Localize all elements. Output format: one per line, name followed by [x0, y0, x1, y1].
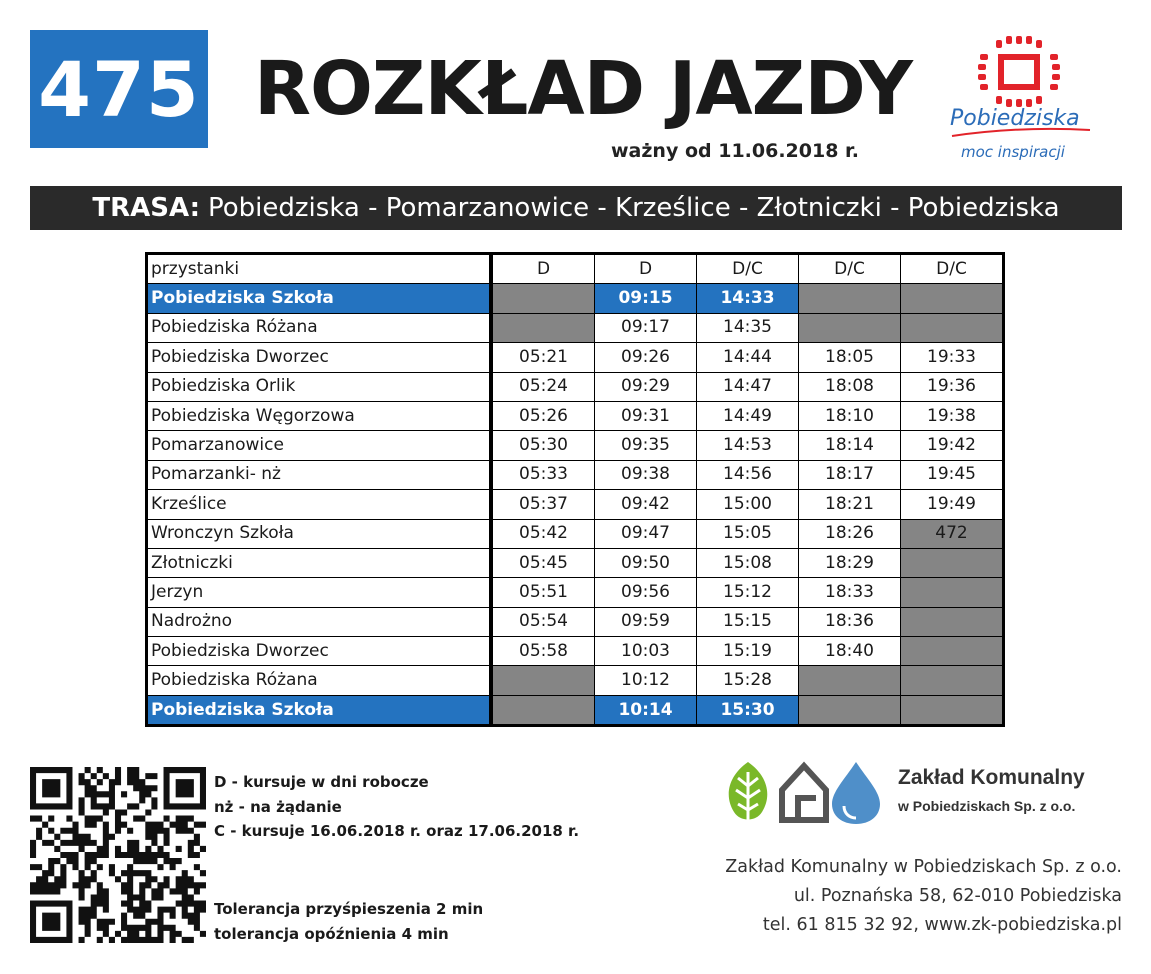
table-row: [147, 372, 1004, 401]
departure-time: 09:29: [595, 372, 697, 401]
departure-time: 05:54: [491, 607, 595, 636]
departure-time: 15:19: [697, 637, 799, 666]
departure-time: 09:47: [595, 519, 697, 548]
departure-time: 05:37: [491, 490, 595, 519]
departure-time: 18:21: [799, 490, 901, 519]
departure-time: 09:31: [595, 401, 697, 430]
departure-time: 14:44: [697, 343, 799, 372]
departure-time: 15:05: [697, 519, 799, 548]
departure-time: 14:35: [697, 313, 799, 342]
line-number-badge: [30, 30, 208, 148]
header-day-type: D/C: [799, 254, 901, 284]
departure-time: 19:36: [901, 372, 1004, 401]
no-service-cell: [491, 313, 595, 342]
table-row: [147, 578, 1004, 607]
no-service-cell: [491, 695, 595, 725]
departure-time: 05:45: [491, 548, 595, 577]
departure-time: 19:49: [901, 490, 1004, 519]
timetable: [145, 252, 1005, 727]
stop-name: Pomarzanowice: [147, 431, 492, 460]
address-line: ul. Poznańska 58, 62-010 Pobiedziska: [793, 886, 1122, 906]
legend-line: nż - na żądanie: [214, 797, 342, 816]
departure-time: 14:33: [697, 284, 799, 313]
departure-time: 18:36: [799, 607, 901, 636]
stop-name: Wronczyn Szkoła: [147, 519, 492, 548]
stop-name: Krześlice: [147, 490, 492, 519]
no-service-cell: [901, 313, 1004, 342]
header-day-type: D: [491, 254, 595, 284]
no-service-cell: [799, 666, 901, 695]
departure-time: 09:59: [595, 607, 697, 636]
departure-time: 18:26: [799, 519, 901, 548]
stop-name: Jerzyn: [147, 578, 492, 607]
stop-name: Pobiedziska Różana: [147, 313, 492, 342]
leaf-icon: [729, 762, 768, 820]
address-line: Zakład Komunalny w Pobiedziskach Sp. z o.o.: [725, 857, 1122, 877]
no-service-cell: [901, 284, 1004, 313]
departure-time: 10:14: [595, 695, 697, 725]
page-title: ROZKŁAD JAZDY: [254, 46, 912, 132]
departure-time: 09:15: [595, 284, 697, 313]
departure-time: 18:17: [799, 460, 901, 489]
departure-time: 18:08: [799, 372, 901, 401]
company-icons: [722, 760, 882, 824]
stop-name: Pobiedziska Szkoła: [147, 284, 492, 313]
table-row: [147, 548, 1004, 577]
timetable-header-row: [147, 254, 1004, 284]
route-text: Pobiedziska - Pomarzanowice - Krześlice - Złotniczki - Pobiedziska: [208, 193, 1060, 223]
table-row: [147, 637, 1004, 666]
qr-code[interactable]: [30, 767, 206, 943]
no-service-cell: [901, 607, 1004, 636]
departure-time: 09:17: [595, 313, 697, 342]
departure-time: 09:50: [595, 548, 697, 577]
no-service-cell: [491, 284, 595, 313]
header-day-type: D/C: [697, 254, 799, 284]
departure-time: 05:58: [491, 637, 595, 666]
address-line: tel. 61 815 32 92, www.zk-pobiedziska.pl: [762, 915, 1122, 935]
departure-time: 09:42: [595, 490, 697, 519]
no-service-cell: [799, 313, 901, 342]
departure-time: 09:38: [595, 460, 697, 489]
logo-sun-icon: [978, 36, 1060, 107]
tolerance-line: Tolerancja przyśpieszenia 2 min: [214, 900, 484, 918]
departure-time: 05:42: [491, 519, 595, 548]
departure-time: 10:03: [595, 637, 697, 666]
legend-line: D - kursuje w dni robocze: [214, 773, 429, 791]
water-drop-icon: [832, 762, 880, 824]
table-row: [147, 519, 1004, 548]
header-stops: przystanki: [147, 254, 492, 284]
departure-time: 09:56: [595, 578, 697, 607]
departure-time: 18:40: [799, 637, 901, 666]
valid-from-date: ważny od 11.06.2018 r.: [611, 140, 859, 162]
stop-name: Pobiedziska Szkoła: [147, 695, 492, 725]
departure-time: 14:56: [697, 460, 799, 489]
departure-time: 14:53: [697, 431, 799, 460]
stop-name: Nadrożno: [147, 607, 492, 636]
logo-name: Pobiedziska: [950, 106, 1080, 131]
departure-time: 15:30: [697, 695, 799, 725]
table-row: [147, 666, 1004, 695]
departure-time: 14:49: [697, 401, 799, 430]
route-bar: [30, 186, 1122, 230]
table-row: [147, 460, 1004, 489]
departure-time: 15:15: [697, 607, 799, 636]
departure-time: 18:05: [799, 343, 901, 372]
departure-time: 05:26: [491, 401, 595, 430]
no-service-cell: [799, 695, 901, 725]
table-row: [147, 343, 1004, 372]
no-service-cell: [901, 548, 1004, 577]
departure-time: 15:12: [697, 578, 799, 607]
departure-time: 05:33: [491, 460, 595, 489]
header-day-type: D: [595, 254, 697, 284]
departure-time: 18:29: [799, 548, 901, 577]
table-row: [147, 401, 1004, 430]
legend: [214, 770, 579, 844]
no-service-cell: [901, 666, 1004, 695]
stop-name: Pomarzanki- nż: [147, 460, 492, 489]
logo-tagline: moc inspiracji: [961, 143, 1065, 161]
no-service-cell: [901, 637, 1004, 666]
departure-time: 05:51: [491, 578, 595, 607]
table-row: [147, 695, 1004, 725]
route-label: TRASA:: [92, 193, 201, 223]
line-number: 475: [38, 44, 200, 134]
no-service-cell: [901, 695, 1004, 725]
connection-note: 472: [901, 519, 1004, 548]
departure-time: 19:38: [901, 401, 1004, 430]
departure-time: 18:10: [799, 401, 901, 430]
table-row: [147, 313, 1004, 342]
company-subname: w Pobiedziskach Sp. z o.o.: [898, 798, 1076, 814]
departure-time: 05:24: [491, 372, 595, 401]
departure-time: 09:26: [595, 343, 697, 372]
company-name: Zakład Komunalny: [898, 766, 1085, 789]
legend-line: C - kursuje 16.06.2018 r. oraz 17.06.2018 r.: [214, 822, 580, 840]
departure-time: 15:00: [697, 490, 799, 519]
departure-time: 05:21: [491, 343, 595, 372]
qr-modules: [30, 767, 206, 943]
no-service-cell: [799, 284, 901, 313]
departure-time: 18:33: [799, 578, 901, 607]
tolerance-line: tolerancja opóźnienia 4 min: [214, 924, 449, 943]
table-row: [147, 490, 1004, 519]
stop-name: Pobiedziska Węgorzowa: [147, 401, 492, 430]
stop-name: Pobiedziska Dworzec: [147, 637, 492, 666]
no-service-cell: [491, 666, 595, 695]
company-address: [725, 853, 1122, 940]
stop-name: Pobiedziska Różana: [147, 666, 492, 695]
table-row: [147, 431, 1004, 460]
table-row: [147, 284, 1004, 313]
tolerance-note: [214, 897, 483, 946]
stop-name: Pobiedziska Orlik: [147, 372, 492, 401]
stop-name: Pobiedziska Dworzec: [147, 343, 492, 372]
departure-time: 19:45: [901, 460, 1004, 489]
departure-time: 18:14: [799, 431, 901, 460]
table-row: [147, 607, 1004, 636]
departure-time: 10:12: [595, 666, 697, 695]
departure-time: 19:42: [901, 431, 1004, 460]
departure-time: 15:08: [697, 548, 799, 577]
departure-time: 19:33: [901, 343, 1004, 372]
house-icon: [782, 766, 826, 822]
header-day-type: D/C: [901, 254, 1004, 284]
departure-time: 14:47: [697, 372, 799, 401]
departure-time: 09:35: [595, 431, 697, 460]
departure-time: 15:28: [697, 666, 799, 695]
departure-time: 05:30: [491, 431, 595, 460]
no-service-cell: [901, 578, 1004, 607]
stop-name: Złotniczki: [147, 548, 492, 577]
